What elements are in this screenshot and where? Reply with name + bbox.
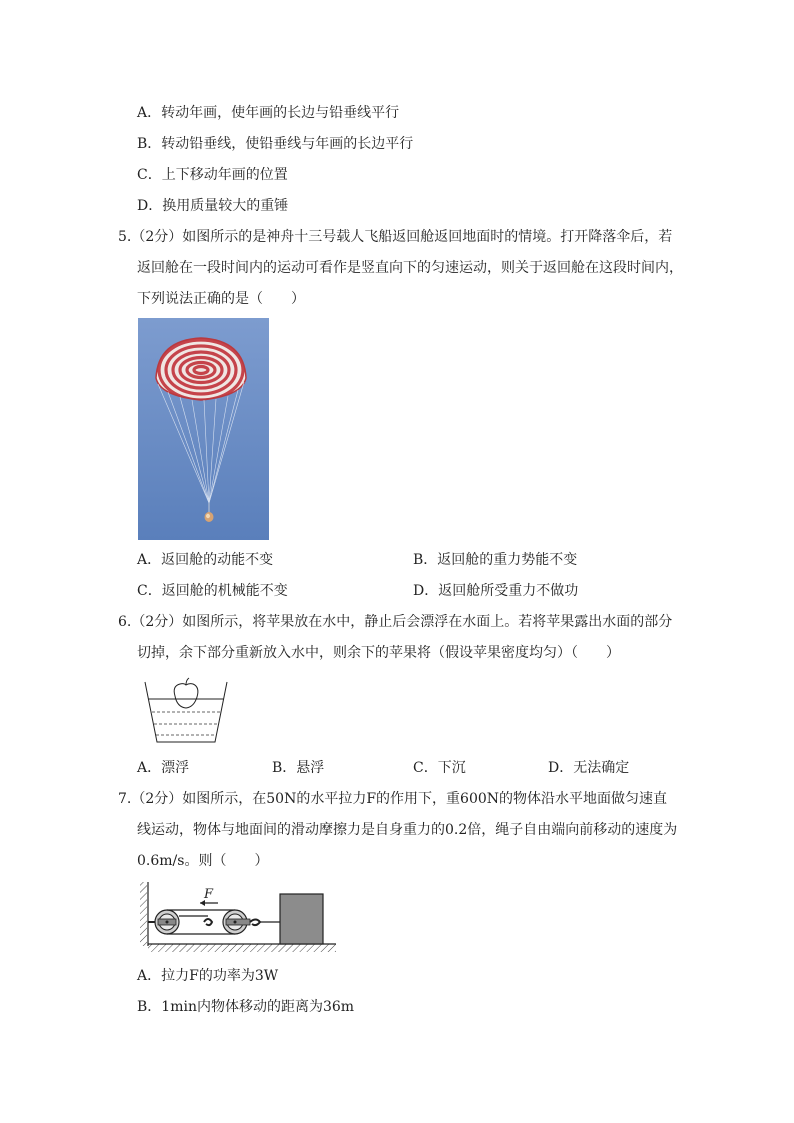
q4-option-b: B．转动铅垂线，使铅垂线与年画的长边平行 <box>137 136 414 152</box>
q5-stem-line-3: 下列说法正确的是（ ） <box>137 291 305 307</box>
ground <box>148 944 336 952</box>
q4-option-d: D．换用质量较大的重锤 <box>137 198 289 214</box>
q5-option-b: B．返回舱的重力势能不变 <box>413 552 578 568</box>
q6-option-c: C．下沉 <box>413 760 466 776</box>
q4-option-a: A．转动年画，使年画的长边与铅垂线平行 <box>137 105 400 121</box>
q6-option-a: A．漂浮 <box>137 760 190 776</box>
pulley-figure <box>138 880 338 956</box>
q7-stem-line-3: 0.6m/s。则（ ） <box>137 853 269 869</box>
q4-option-c: C．上下移动年画的位置 <box>137 167 288 183</box>
parachute-canopy <box>156 338 246 400</box>
fixed-pulley <box>148 910 179 934</box>
q5-option-d: D．返回舱所受重力不做功 <box>413 583 579 599</box>
q7-stem-line-2: 线运动，物体与地面间的滑动摩擦力是自身重力的0.2倍，绳子自由端向前移动的速度为 <box>137 822 678 838</box>
q7-stem-line-1: 7.（2分）如图所示，在50N的水平拉力F的作用下，重600N的物体沿水平地面做匀速直 <box>118 791 668 807</box>
q7-option-a: A．拉力F的功率为3W <box>137 968 279 984</box>
q6-option-b: B．悬浮 <box>272 760 325 776</box>
block <box>280 894 323 944</box>
q5-option-c: C．返回舱的机械能不变 <box>137 583 288 599</box>
q5-option-a: A．返回舱的动能不变 <box>137 552 274 568</box>
movable-pulley <box>223 910 260 934</box>
q6-stem-line-1: 6.（2分）如图所示，将苹果放在水中，静止后会漂浮在水面上。若将苹果露出水面的部分 <box>118 614 673 630</box>
apple <box>174 678 198 708</box>
apple-in-water-figure <box>143 676 229 746</box>
q5-stem-line-2: 返回舱在一段时间内的运动可看作是竖直向下的匀速运动，则关于返回舱在这段时间内， <box>137 260 683 276</box>
q5-stem-line-1: 5.（2分）如图所示的是神舟十三号载人飞船返回舱返回地面时的情境。打开降落伞后，若 <box>118 229 673 245</box>
q7-option-b: B．1min内物体移动的距离为36m <box>137 999 355 1015</box>
force-label: F <box>204 887 214 902</box>
q6-stem-line-2: 切掉，余下部分重新放入水中，则余下的苹果将（假设苹果密度均匀）（ ） <box>137 645 620 661</box>
parachute-figure <box>138 318 269 540</box>
water-lines <box>152 712 220 735</box>
q6-option-d: D．无法确定 <box>548 760 630 776</box>
hook <box>204 919 212 925</box>
wall <box>140 882 147 946</box>
